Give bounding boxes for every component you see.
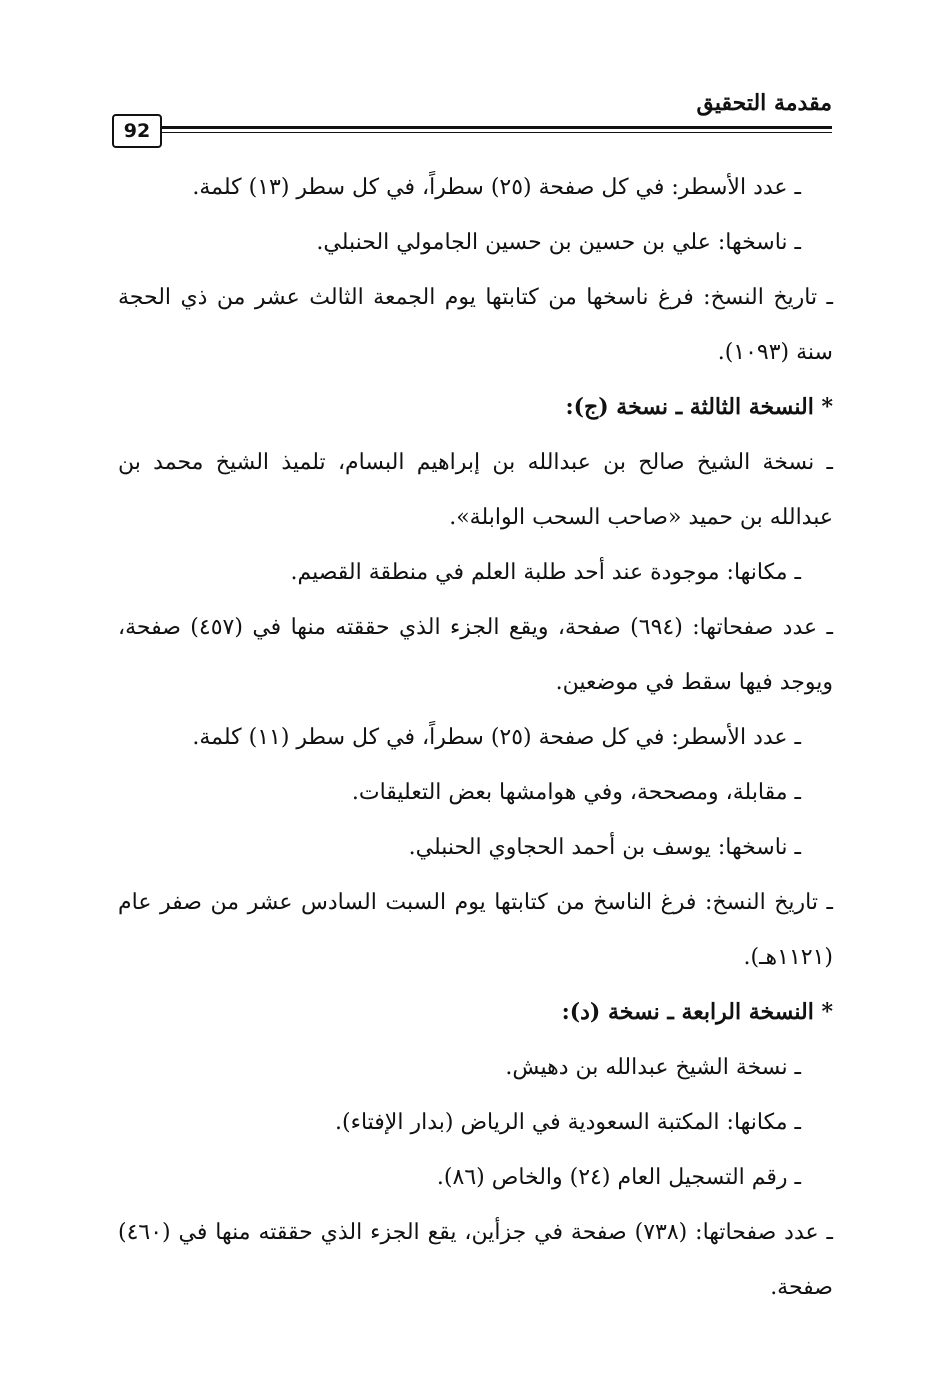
paragraph: ـ تاريخ النسخ: فرغ ناسخها من كتابتها يوم الجمعة الثالث عشر من ذي الحجة سنة (١٠٩٣). xyxy=(118,285,833,365)
paragraph: ـ ناسخها: علي بن حسين بن حسين الجامولي الحنبلي. xyxy=(316,230,801,255)
paragraph: ـ مكانها: موجودة عند أحد طلبة العلم في منطقة القصيم. xyxy=(290,560,801,585)
paragraph: ـ مكانها: المكتبة السعودية في الرياض (بدار الإفتاء). xyxy=(335,1110,801,1135)
paragraph: ـ عدد صفحاتها: (٧٣٨) صفحة في جزأين، يقع الجزء الذي حققته منها في (٤٦٠) صفحة. xyxy=(118,1220,833,1300)
page-body xyxy=(118,160,833,1315)
header-rule-thin xyxy=(162,132,832,133)
paragraph: ـ عدد صفحاتها: (٦٩٤) صفحة، ويقع الجزء الذي حققته منها في (٤٥٧) صفحة، ويوجد فيها سقط في موضعين. xyxy=(118,615,834,695)
page-number: 92 xyxy=(112,114,162,148)
section-heading: * النسخة الرابعة ـ نسخة (د): xyxy=(561,999,833,1025)
paragraph: ـ مقابلة، ومصححة، وفي هوامشها بعض التعليقات. xyxy=(351,780,801,805)
paragraph: ـ عدد الأسطر: في كل صفحة (٢٥) سطراً، في كل سطر (١٣) كلمة. xyxy=(192,175,801,200)
paragraph: ـ تاريخ النسخ: فرغ الناسخ من كتابتها يوم السبت السادس عشر من صفر عام (١١٢١هـ). xyxy=(118,890,833,970)
paragraph: ـ ناسخها: يوسف بن أحمد الحجاوي الحنبلي. xyxy=(408,835,801,860)
paragraph: ـ عدد الأسطر: في كل صفحة (٢٥) سطراً، في كل سطر (١١) كلمة. xyxy=(192,725,801,750)
header-rule-thick xyxy=(162,126,832,129)
page-header xyxy=(112,84,832,156)
paragraph: ـ نسخة الشيخ عبدالله بن دهيش. xyxy=(505,1055,801,1080)
paragraph: ـ نسخة الشيخ صالح بن عبدالله بن إبراهيم البسام، تلميذ الشيخ محمد بن عبدالله بن حميد «صاحب السحب الوابلة». xyxy=(118,450,833,530)
running-title: مقدمة التحقيق xyxy=(696,90,832,116)
section-heading: * النسخة الثالثة ـ نسخة (ج): xyxy=(565,394,833,420)
paragraph: ـ رقم التسجيل العام (٢٤) والخاص (٨٦). xyxy=(436,1165,801,1190)
